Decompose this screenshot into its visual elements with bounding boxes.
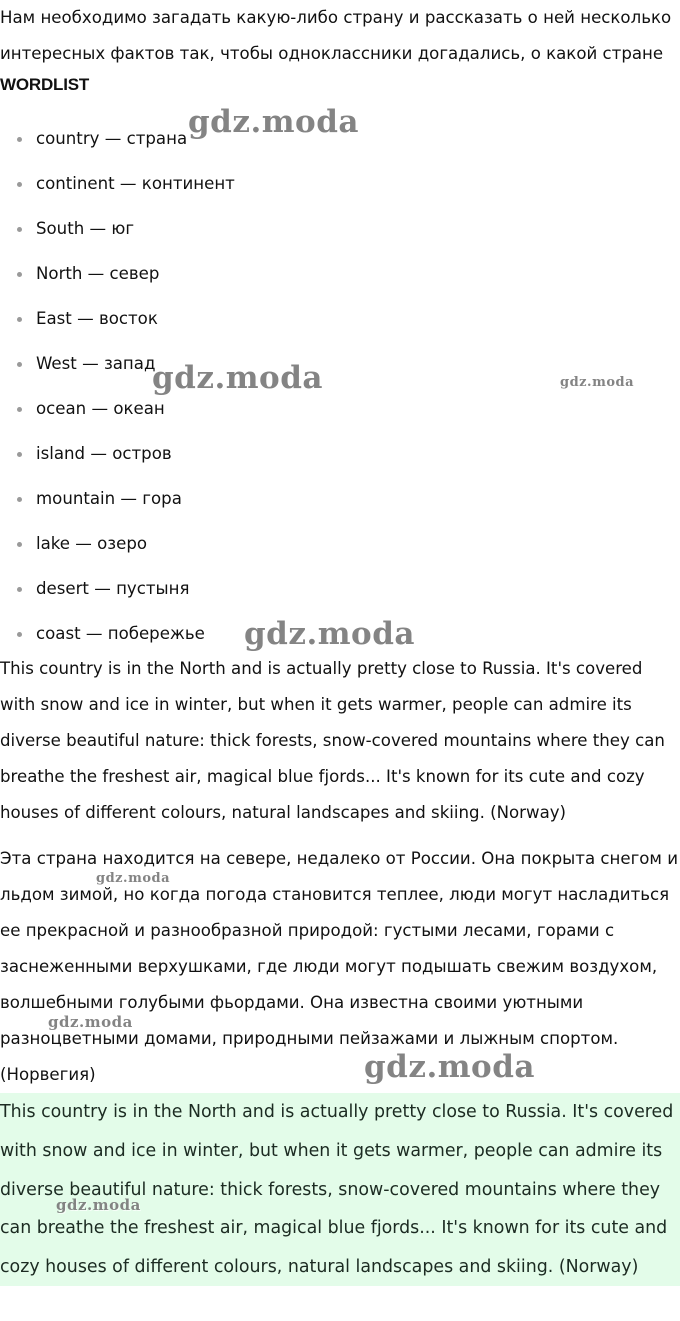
wordlist-item: mountain — гора [0, 481, 640, 526]
answer-text: This country is in the North and is actually pretty close to Russia. It's covered with snow and ice in winter, but when it gets warmer, people can admire its diverse beautiful nature: thick forests, snow-covered mountains where they can breathe the freshest air, magical blue fjords... It's known for its cute and cozy houses of different colours, natural landscapes and skiing. (Norway) [0, 1102, 674, 1278]
wordlist-item: East — восток [0, 301, 640, 346]
watermark-logo: gdz.moda [188, 104, 359, 140]
wordlist-item: country — страна [0, 121, 640, 166]
wordlist-item: continent — континент [0, 166, 640, 211]
wordlist-item: coast — побережье [0, 616, 640, 661]
wordlist-item: North — север [0, 256, 640, 301]
watermark-logo: gdz.moda [48, 1013, 133, 1031]
wordlist-item: desert — пустыня [0, 571, 640, 616]
paragraph-english: This country is in the North and is actually pretty close to Russia. It's covered with snow and ice in winter, but when it gets warmer, people can admire its diverse beautiful nature: thick forests, snow-covered mountains where they can breathe the freshest air, magical blue fjords... It's known for its cute and cozy houses of different colours, natural landscapes and skiing. (Norway) [0, 659, 665, 822]
paragraph-russian: Эта страна находится на севере, недалеко от России. Она покрыта снегом и льдом зимой, но когда погода становится теплее, люди могут насладиться ее прекрасной и разнообразной природой: густыми лесами, горами с заснеженными верхушками, где люди могут подышать свежим воздухом, волшебными голубыми фьордами. Она известна своими уютными разноцветными домами, природными пейзажами и лыжным спортом. (Норвегия) [0, 849, 679, 1084]
wordlist-item: West — запад [0, 346, 640, 391]
wordlist-item: South — юг [0, 211, 640, 256]
watermark-logo: gdz.moda [560, 375, 635, 390]
wordlist-item: lake — озеро [0, 526, 640, 571]
watermark-logo: gdz.moda [56, 1196, 141, 1214]
wordlist [0, 121, 640, 661]
answer-block [0, 1093, 680, 1286]
watermark-logo: gdz.moda [364, 1049, 535, 1085]
task-description: Нам необходимо загадать какую-либо страну и рассказать о ней несколько интересных фактов так, чтобы одноклассники догадались, о какой стране [0, 8, 672, 63]
wordlist-heading: WORDLIST [0, 75, 90, 94]
watermark-logo: gdz.moda [244, 616, 415, 652]
wordlist-item: island — остров [0, 436, 640, 481]
watermark-logo: gdz.moda [96, 871, 171, 886]
wordlist-item: ocean — океан [0, 391, 640, 436]
watermark-logo: gdz.moda [152, 360, 323, 396]
